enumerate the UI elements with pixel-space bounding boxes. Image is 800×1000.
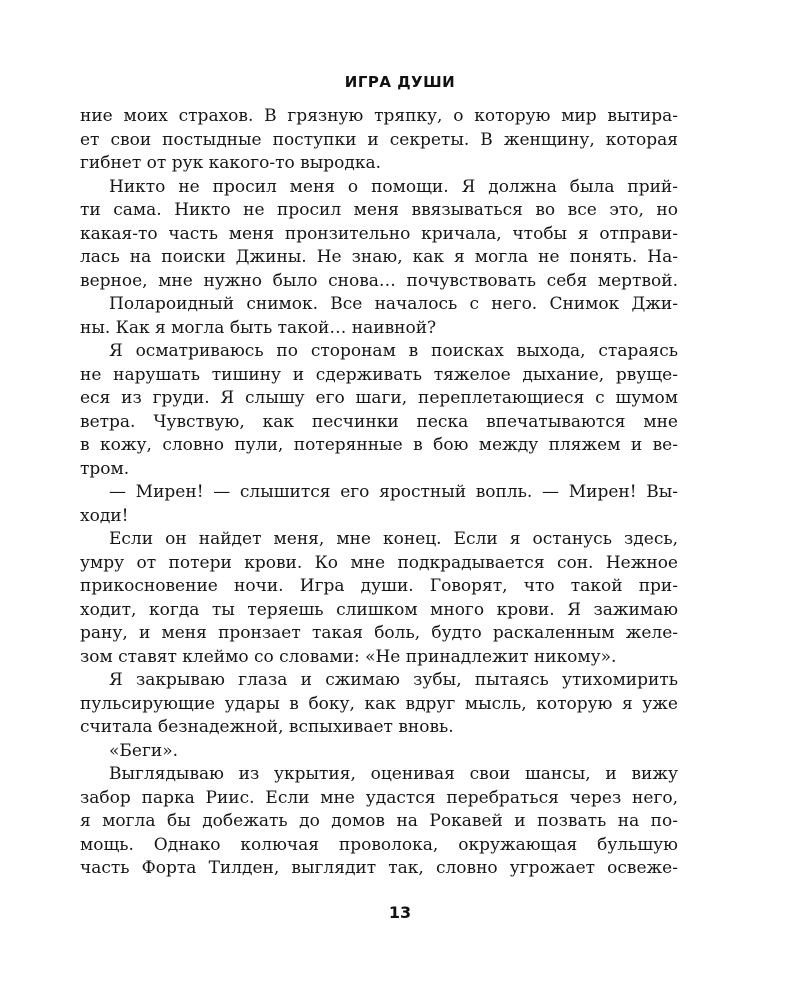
text-line: часть Форта Тилден, выглядит так, словно угрожает освеже-	[80, 858, 678, 878]
text-line: рану, и меня пронзает такая боль, будто раскаленным желе-	[80, 623, 678, 643]
text-line: — Мирен! — слышится его яростный вопль. — Мирен! Вы-	[109, 482, 678, 502]
text-line: Я закрываю глаза и сжимаю зубы, пытаясь утихомирить	[109, 670, 678, 690]
text-line: Выглядываю из укрытия, оценивая свои шансы, и вижу	[109, 764, 678, 784]
text-line: Я осматриваюсь по сторонам в поисках выхода, стараясь	[109, 341, 678, 361]
text-line: умру от потери крови. Ко мне подкрадывается сон. Нежное	[80, 552, 678, 573]
text-line: Полароидный снимок. Все началось с него. Снимок Джи-	[109, 294, 678, 314]
text-line: я могла бы добежать до домов на Рокавей и позвать на по-	[80, 811, 678, 831]
text-line: ны. Как я могла быть такой… наивной?	[80, 317, 437, 338]
text-line: не нарушать тишину и сдерживать тяжелое дыхание, рвуще-	[80, 364, 678, 385]
text-line: ет свои постыдные поступки и секреты. В женщину, которая	[80, 129, 678, 150]
running-head-title: ИГРА ДУШИ	[344, 73, 456, 91]
text-line: Если он найдет меня, мне конец. Если я останусь здесь,	[109, 529, 678, 549]
text-line: прикосновение ночи. Игра души. Говорят, что такой при-	[80, 576, 678, 596]
text-line: ветра. Чувствую, как песчинки песка впечатываются мне	[80, 411, 678, 432]
text-line: Никто не просил меня о помощи. Я должна была прий-	[109, 176, 678, 197]
text-line: ходи!	[80, 505, 129, 526]
body-text	[80, 105, 678, 881]
text-line: гибнет от рук какого-то выродка.	[80, 153, 382, 173]
text-line: верное, мне нужно было снова… почувствовать себя мертвой.	[80, 270, 678, 291]
text-line: забор парка Риис. Если мне удастся перебраться через него,	[80, 787, 678, 808]
text-line: считала безнадежной, вспыхивает вновь.	[80, 717, 454, 737]
text-line: тром.	[80, 458, 130, 479]
text-line: ние моих страхов. В грязную тряпку, о которую мир вытира-	[80, 106, 678, 126]
text-line: зом ставят клеймо со словами: «Не принадлежит никому».	[80, 646, 617, 667]
text-line: ти сама. Никто не просил меня ввязываться во все это, но	[80, 200, 678, 220]
text-line: какая-то часть меня пронзительно кричала, чтобы я отправи-	[80, 223, 678, 244]
text-line: ходит, когда ты теряешь слишком много крови. Я зажимаю	[80, 599, 678, 620]
text-line: пульсирующие удары в боку, как вдруг мысль, которую я уже	[80, 693, 678, 714]
page-number: 13	[388, 903, 412, 922]
text-line: «Беги».	[109, 740, 178, 761]
text-line: в кожу, словно пули, потерянные в бою между пляжем и ве-	[80, 435, 678, 455]
text-line: еся из груди. Я слышу его шаги, переплетающиеся с шумом	[80, 388, 678, 408]
text-line: мощь. Однако колючая проволока, окружающая бульшую	[80, 834, 678, 855]
text-line: лась на поиски Джины. Не знаю, как я могла не понять. На-	[80, 247, 678, 267]
